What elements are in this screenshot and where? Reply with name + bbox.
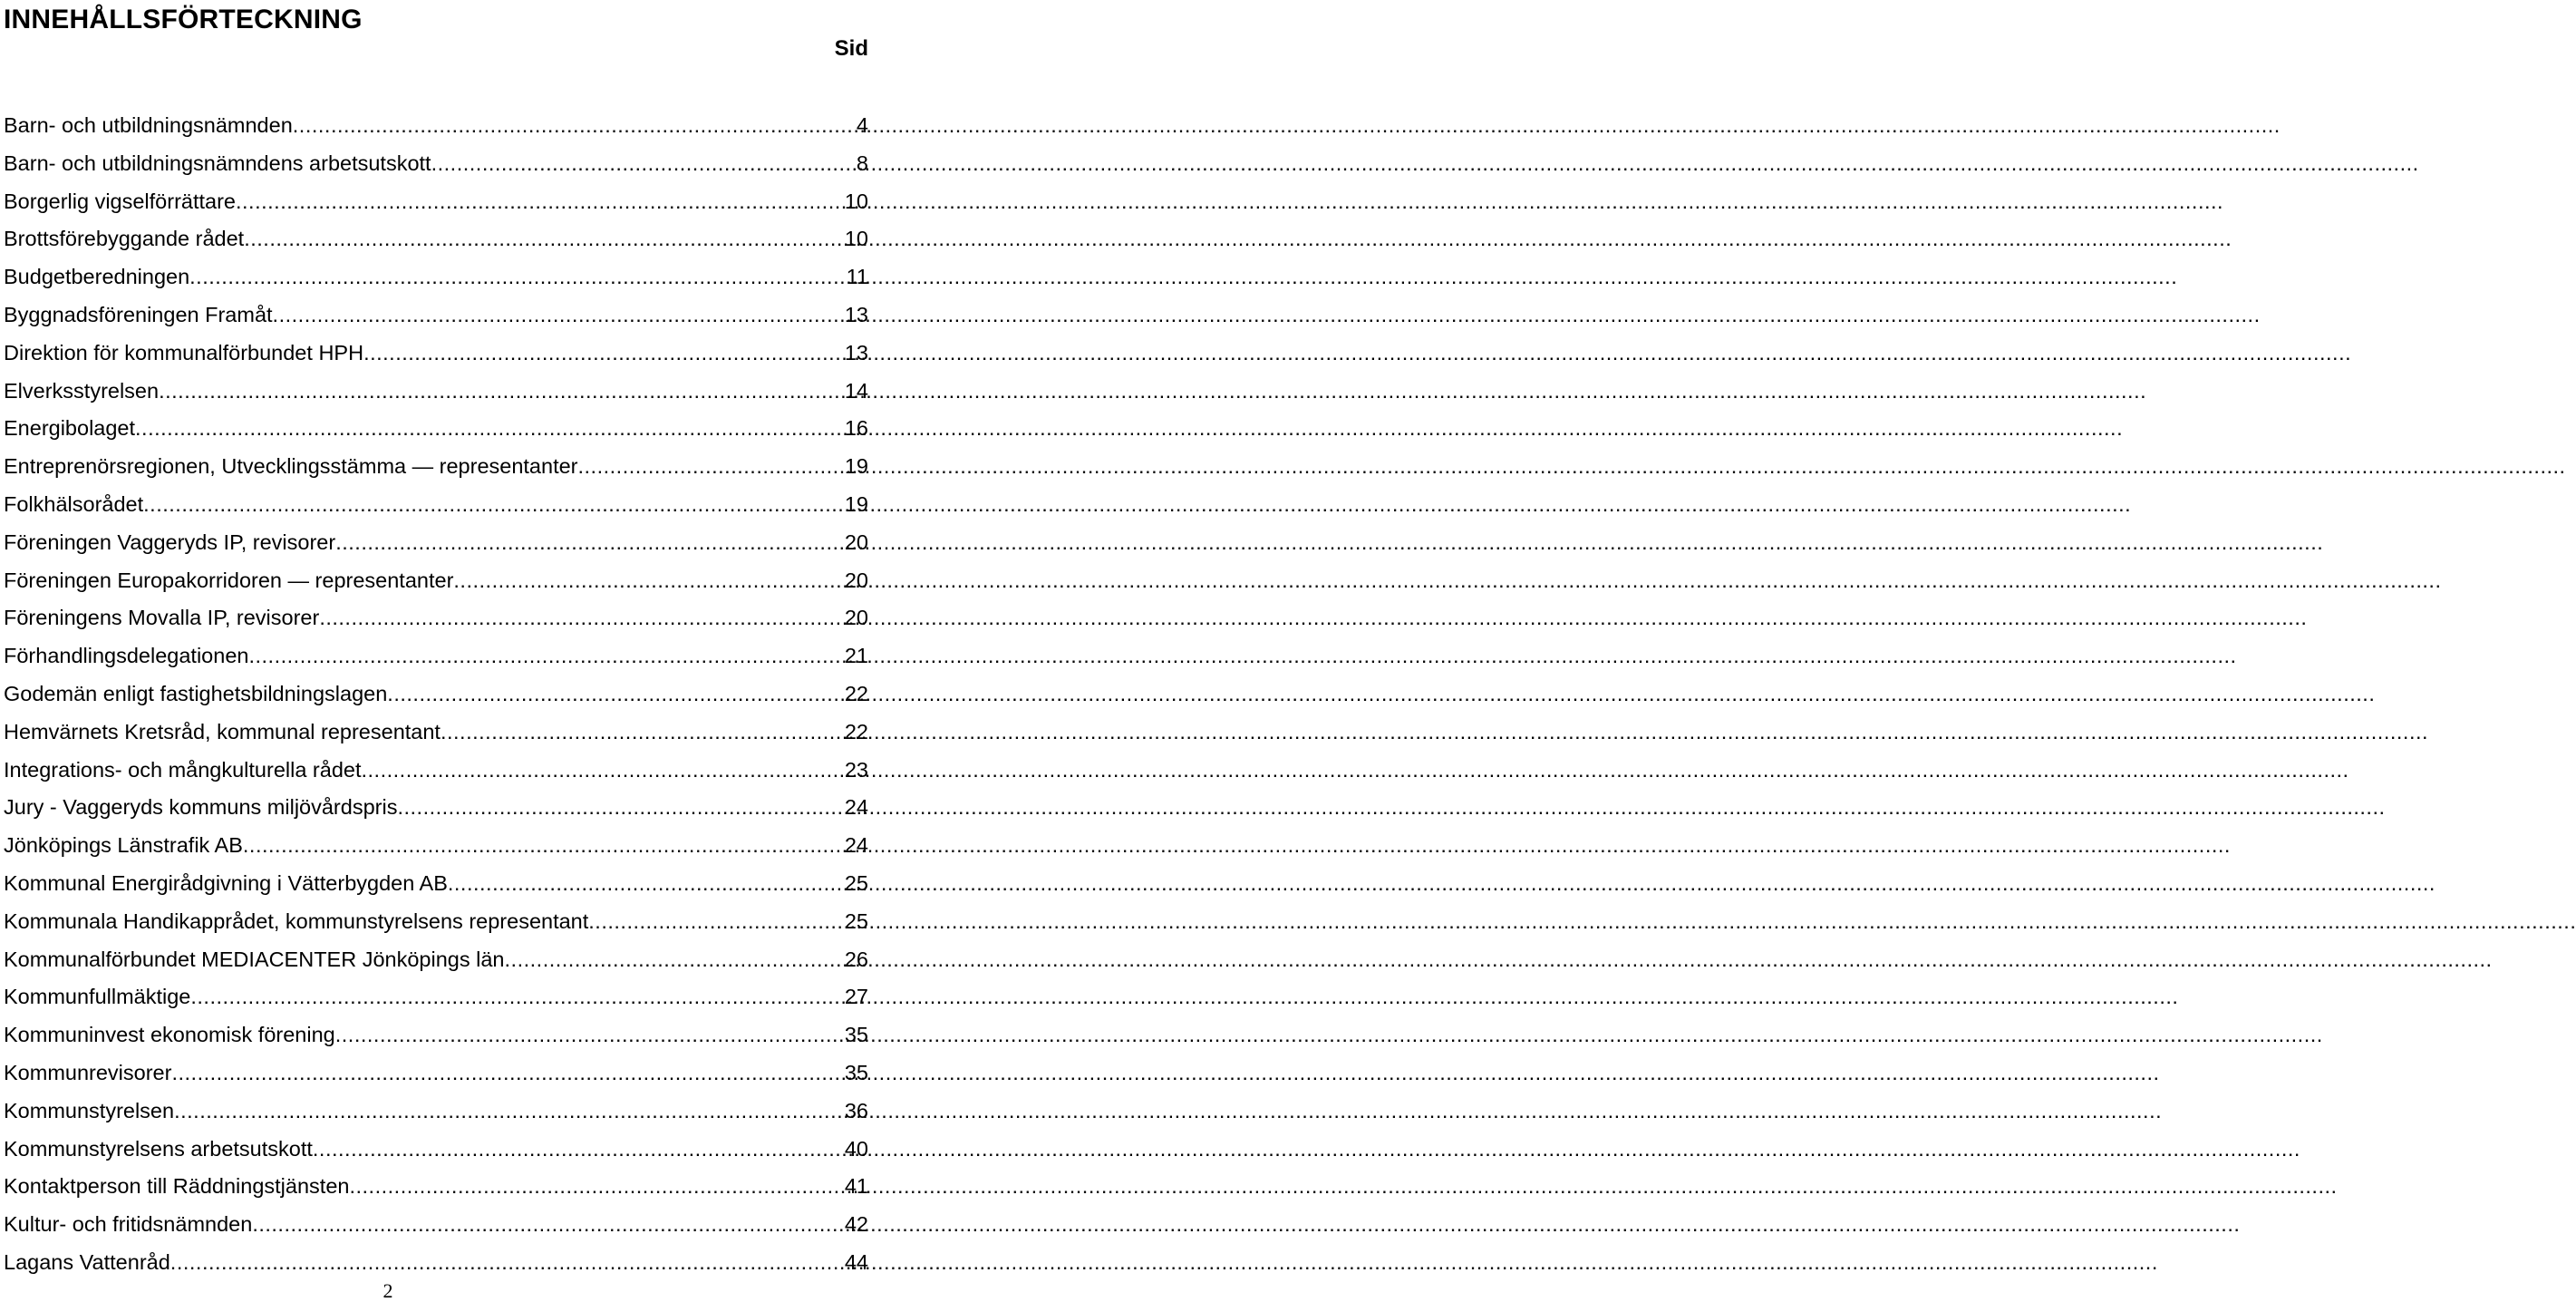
toc-entry-label: Kultur- och fritidsnämnden: [4, 1212, 253, 1237]
toc-entry[interactable]: [4, 1206, 868, 1244]
toc-entry-label: Lagans Vattenråd: [4, 1249, 170, 1274]
toc-dot-leader: [293, 107, 857, 145]
toc-entry-label: Integrations- och mångkulturella rådet: [4, 757, 362, 782]
toc-entry-label: Kommunala Handikapprådet, kommunstyrelsens representant: [4, 908, 589, 933]
toc-entry-label: Direktion för kommunalförbundet HPH: [4, 340, 364, 364]
toc-entry-page: 20: [844, 568, 868, 592]
toc-entry[interactable]: [4, 789, 868, 827]
toc-dot-leader: [313, 1131, 845, 1169]
toc-entry[interactable]: [4, 978, 868, 1016]
toc-entry-page: 40: [844, 1136, 868, 1161]
toc-entry[interactable]: [4, 941, 868, 979]
toc-entry-page: 20: [844, 606, 868, 630]
document-title: INNEHÅLLSFÖRTECKNING: [4, 5, 363, 34]
toc-dot-leader: [319, 599, 845, 637]
toc-entry-page: 10: [844, 189, 868, 213]
toc-dot-leader: [135, 410, 845, 448]
toc-entry-page: 42: [844, 1212, 868, 1237]
toc-entry-label: Folkhälsorådet: [4, 491, 144, 516]
toc-entry[interactable]: [4, 827, 868, 865]
toc-entry[interactable]: [4, 752, 868, 790]
toc-entry-label: Kommunalförbundet MEDIACENTER Jönköpings län: [4, 947, 505, 971]
toc-dot-leader: [244, 220, 845, 258]
toc-entry-label: Godemän enligt fastighetsbildningslagen: [4, 681, 388, 705]
toc-entry[interactable]: [4, 296, 868, 335]
toc-entry-page: 13: [844, 340, 868, 364]
toc-entry-page: 20: [844, 530, 868, 554]
toc-dot-leader: [362, 752, 845, 790]
toc-entry-page: 19: [844, 491, 868, 516]
toc-entry-page: 25: [844, 908, 868, 933]
toc-entry[interactable]: [4, 486, 868, 524]
toc-entry-page: 22: [844, 681, 868, 705]
toc-entry-page: 35: [844, 1023, 868, 1047]
toc-dot-leader: [363, 335, 845, 373]
toc-entry-page: 44: [844, 1249, 868, 1274]
toc-entry-page: 10: [844, 227, 868, 251]
toc-entry-page: 4: [856, 113, 868, 137]
toc-entry-label: Föreningen Europakorridoren — representanter: [4, 568, 454, 592]
toc-entry-page: 25: [844, 870, 868, 895]
toc-dot-leader: [387, 675, 845, 714]
toc-entry[interactable]: [4, 714, 868, 752]
toc-dot-leader: [236, 183, 845, 221]
toc-dot-leader: [335, 1016, 845, 1054]
toc-entry-label: Entreprenörsregionen, Utvecklingsstämma — representanter: [4, 454, 578, 479]
toc-entry-label: Kontaktperson till Räddningstjänsten: [4, 1174, 350, 1199]
toc-dot-leader: [453, 562, 844, 600]
toc-dot-leader: [252, 1206, 845, 1244]
toc-entry[interactable]: [4, 183, 868, 221]
toc-dot-leader: [588, 903, 845, 941]
toc-dot-leader: [578, 448, 845, 486]
toc-entry-label: Energibolaget: [4, 416, 136, 441]
toc-entry-page: 24: [844, 833, 868, 858]
toc-entry-page: 21: [844, 644, 868, 668]
toc-entry-page: 16: [844, 416, 868, 441]
toc-dot-leader: [505, 941, 845, 979]
toc-entry-page: 27: [844, 985, 868, 1009]
toc-entry-page: 8: [856, 151, 868, 175]
toc-entry[interactable]: [4, 1168, 868, 1206]
toc-entry-label: Kommunal Energirådgivning i Vätterbygden AB: [4, 870, 448, 895]
page-number: 2: [383, 1279, 393, 1302]
toc-entry[interactable]: [4, 637, 868, 675]
toc-entry-page: 11: [846, 265, 868, 289]
toc-entry-label: Kommunstyrelsen: [4, 1098, 175, 1122]
toc-entry-label: Kommuninvest ekonomisk förening: [4, 1023, 335, 1047]
toc-entry-page: 13: [844, 302, 868, 326]
toc-entry[interactable]: [4, 675, 868, 714]
toc-entry-page: 22: [844, 719, 868, 743]
toc-entry[interactable]: [4, 903, 868, 941]
toc-entry-page: 26: [844, 947, 868, 971]
page-column-label: Sid: [834, 36, 868, 61]
toc-dot-leader: [243, 827, 845, 865]
toc-entry-label: Jury - Vaggeryds kommuns miljövårdspris: [4, 795, 398, 820]
toc-entry[interactable]: [4, 373, 868, 411]
toc-entry[interactable]: [4, 599, 868, 637]
toc-dot-leader: [431, 145, 857, 183]
toc-entry-label: Barn- och utbildningsnämnden: [4, 113, 293, 137]
toc-entry[interactable]: [4, 1093, 868, 1131]
toc-entry-label: Hemvärnets Kretsråd, kommunal representant: [4, 719, 441, 743]
toc-entry-label: Elverksstyrelsen: [4, 378, 160, 403]
toc-entry-label: Budgetberedningen: [4, 265, 190, 289]
toc-entry-page: 35: [844, 1060, 868, 1084]
toc-entry-label: Kommunstyrelsens arbetsutskott: [4, 1136, 313, 1161]
toc-dot-leader: [159, 373, 845, 411]
toc-entry[interactable]: [4, 1244, 868, 1282]
table-of-contents: [4, 107, 868, 1282]
toc-dot-leader: [170, 1244, 845, 1282]
toc-entry[interactable]: [4, 107, 868, 145]
toc-entry-label: Jönköpings Länstrafik AB: [4, 833, 243, 858]
toc-entry[interactable]: [4, 410, 868, 448]
toc-dot-leader: [174, 1093, 845, 1131]
toc-dot-leader: [441, 714, 845, 752]
toc-entry-label: Borgerlig vigselförrättare: [4, 189, 236, 213]
toc-entry[interactable]: [4, 258, 868, 296]
toc-dot-leader: [397, 789, 844, 827]
toc-entry-label: Kommunfullmäktige: [4, 985, 191, 1009]
toc-entry-label: Föreningens Movalla IP, revisorer: [4, 606, 320, 630]
toc-entry-label: Kommunrevisorer: [4, 1060, 172, 1084]
toc-dot-leader: [248, 637, 844, 675]
toc-entry[interactable]: [4, 1016, 868, 1054]
toc-dot-leader: [171, 1054, 844, 1093]
toc-entry[interactable]: [4, 865, 868, 903]
toc-entry-label: Byggnadsföreningen Framåt: [4, 302, 273, 326]
toc-entry[interactable]: [4, 1131, 868, 1169]
toc-dot-leader: [143, 486, 845, 524]
toc-entry[interactable]: [4, 562, 868, 600]
toc-entry[interactable]: [4, 220, 868, 258]
toc-entry[interactable]: [4, 524, 868, 562]
toc-entry[interactable]: [4, 335, 868, 373]
toc-dot-leader: [189, 258, 846, 296]
toc-entry-page: 36: [844, 1098, 868, 1122]
toc-dot-leader: [335, 524, 845, 562]
toc-dot-leader: [349, 1168, 844, 1206]
toc-entry[interactable]: [4, 448, 868, 486]
toc-entry-label: Brottsförebyggande rådet: [4, 227, 245, 251]
toc-entry-label: Förhandlingsdelegationen: [4, 644, 249, 668]
toc-entry-page: 41: [844, 1174, 868, 1199]
toc-entry-page: 14: [844, 378, 868, 403]
toc-entry-page: 19: [844, 454, 868, 479]
toc-dot-leader: [273, 296, 845, 335]
toc-entry[interactable]: [4, 1054, 868, 1093]
toc-entry-label: Föreningen Vaggeryds IP, revisorer: [4, 530, 336, 554]
toc-entry-page: 24: [844, 795, 868, 820]
toc-entry-label: Barn- och utbildningsnämndens arbetsutskott: [4, 151, 431, 175]
toc-dot-leader: [448, 865, 845, 903]
toc-entry-page: 23: [844, 757, 868, 782]
toc-dot-leader: [190, 978, 845, 1016]
toc-entry[interactable]: [4, 145, 868, 183]
